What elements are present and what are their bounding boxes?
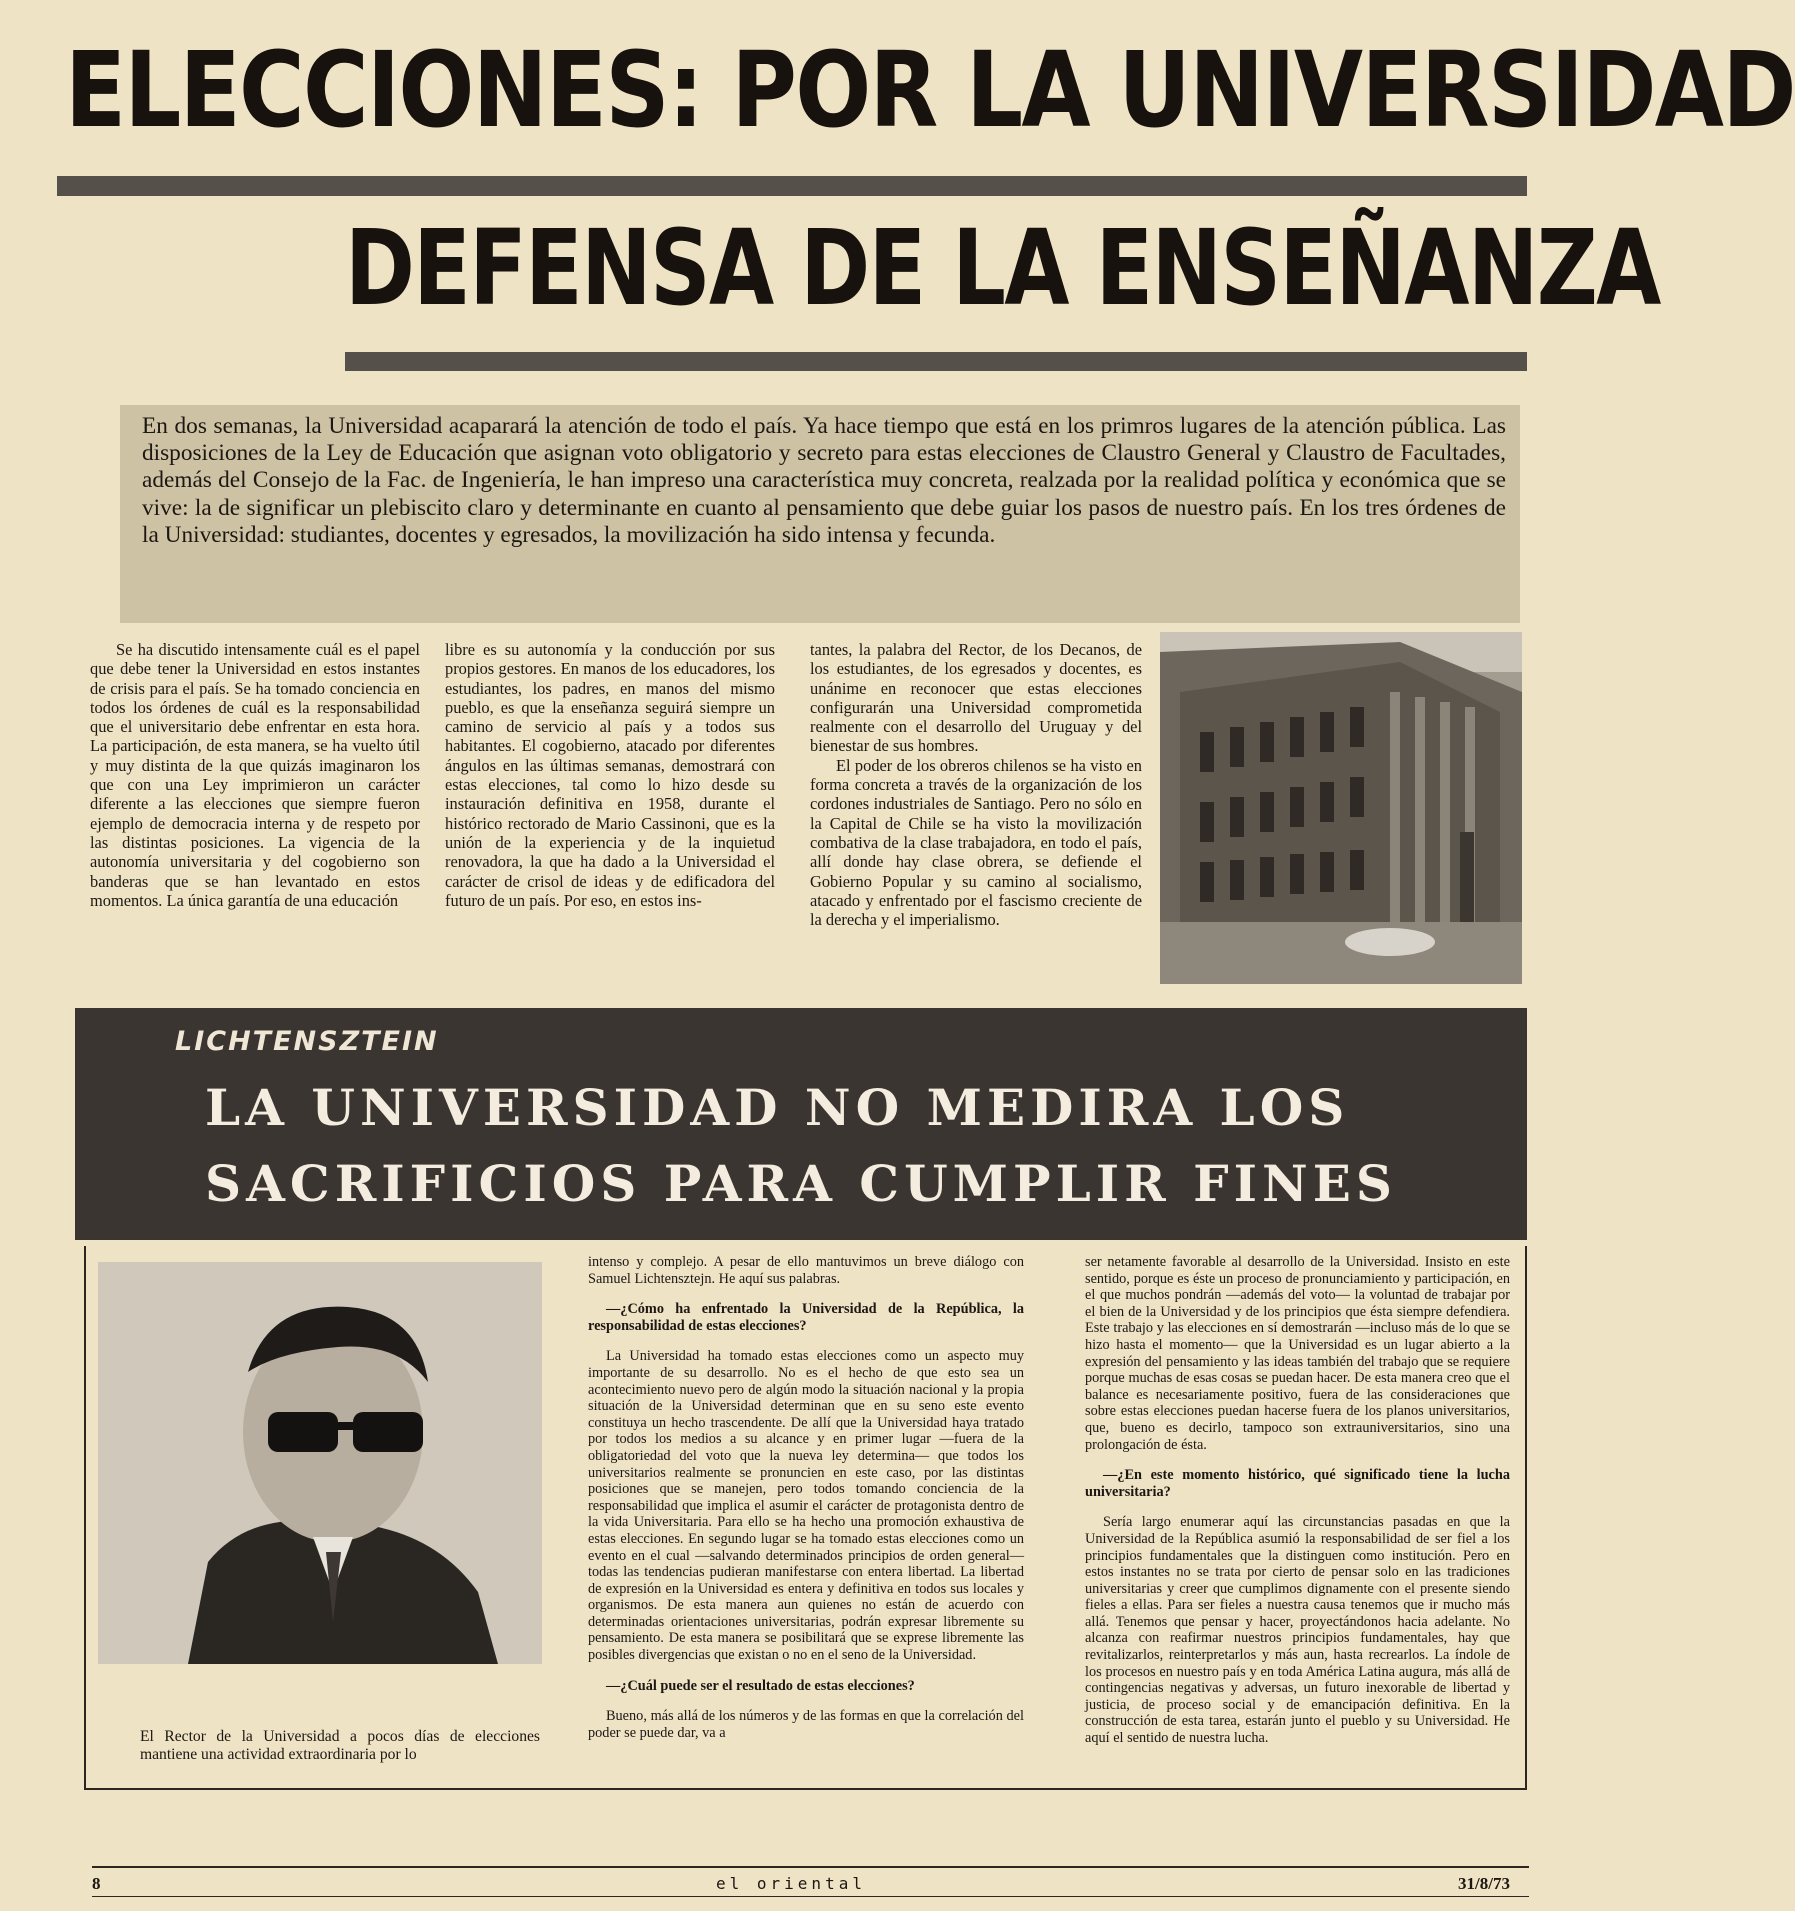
interview-headline-line-2: SACRIFICIOS PARA CUMPLIR FINES xyxy=(205,1154,1397,1213)
headline-rule-top xyxy=(57,176,1527,196)
issue-date: 31/8/73 xyxy=(1458,1874,1510,1893)
interview-intro: intenso y complejo. A pesar de ello mantuvimos un breve diálogo con Samuel Lichtensztejn. He aquí sus palabras. xyxy=(588,1254,1024,1287)
interview-column-2 xyxy=(1085,1254,1510,1747)
lead-box xyxy=(120,405,1520,623)
article-column-2 xyxy=(445,640,775,910)
lead-paragraph: En dos semanas, la Universidad acaparará la atención de todo el país. Ya hace tiempo que está en los primros lugares de la atención pública. Las disposiciones de la Ley de Educación que asignan voto obligatorio y secreto para estas elecciones de Claustro General y Claustro de Facultades, además del Consejo de la Fac. de Ingeniería, le han impreso una característica muy concreta, realzada por la realidad política y económica que se vive: la de significar un plebiscito claro y determinante en cuanto al pensamiento que debe guiar los pasos de nuestro país. En los tres órdenes de la Universidad: studiantes, docentes y egresados, la movilización ha sido intensa y fecunda. xyxy=(142,413,1506,548)
interview-banner xyxy=(75,1008,1527,1240)
publication-name: el oriental xyxy=(716,1874,866,1893)
headline-rule-bottom xyxy=(345,352,1527,371)
page-number: 8 xyxy=(92,1874,101,1893)
interview-question-1: —¿Cómo ha enfrentado la Universidad de la República, la responsabilidad de estas elecciones? xyxy=(588,1301,1024,1334)
article-col2-text: libre es su autonomía y la conducción por sus propios gestores. En manos de los educadores, los estudiantes, los padres, en manos del mismo pueblo, es que la enseñanza seguirá siempre un camino de servicio al país y a todos sus habitantes. El cogobierno, atacado por diferentes ángulos en las últimas semanas, demostrará con estas elecciones, tal como lo hizo desde su instauración definitiva en 1958, durante el histórico rectorado de Mario Cassinoni, que es la unión de la experiencia y de la inquietud renovadora, la que ha dado a la Universidad el carácter de crisol de ideas y de edificadora del futuro de un país. Por eso, en estos ins- xyxy=(445,640,775,910)
interview-question-3: —¿En este momento histórico, qué significado tiene la lucha universitaria? xyxy=(1085,1467,1510,1500)
article-column-1 xyxy=(90,640,420,910)
interview-kicker: LICHTENSZTEIN xyxy=(175,1026,439,1057)
footer-rule xyxy=(92,1866,1529,1868)
article-col3-paragraph-1: tantes, la palabra del Rector, de los Decanos, de los estudiantes, de los egresados y docentes, es unánime en reconocer que estas elecciones configurarán una Universidad comprometida realmente con el desarrollo del Uruguay y del bienestar de sus hombres. xyxy=(810,640,1142,756)
footer-rule-bottom xyxy=(92,1896,1529,1897)
article-col3-paragraph-2: El poder de los obreros chilenos se ha visto en forma concreta a través de la organización de los cordones industriales de Santiago. Pero no sólo en la Capital de Chile se ha visto la movilización combativa de la clase trabajadora, en todo el país, allí donde hay clase obrera, se defiende el Gobierno Popular y su camino al socialismo, atacado y enfrentado por el fascismo creciente de la derecha y el imperialismo. xyxy=(810,755,1142,930)
photo-caption: El Rector de la Universidad a pocos días de elecciones mantiene una actividad extraordinaria por lo xyxy=(140,1728,540,1763)
interview-answer-3: Sería largo enumerar aquí las circunstancias pasadas en que la Universidad de la República asumió la responsabilidad de ser fiel a los principios fundamentales que la distinguen como institución. Pero en estos instantes no se trata por cierto de pensar solo en las tradiciones universitarias y creer que cumplimos dignamente con el presente siendo fieles a ellas. Para ser fieles a nuestra causa tenemos que ir mucho más allá. Tenemos que pensar y hacer, proyectándonos hacia adelante. No alcanza con reafirmar nuestros principios fundamentales, hay que revitalizarlos, reinterpretarlos y más aun, hasta recrearlos. La índole de los procesos en nuestro país y en toda América Latina augura, más allá de contingencias negativas y adversas, un futuro inexorable de libertad y justicia, de proceso social y de emancipación definitiva. En la construcción de esta tarea, estarán junto el pueblo y su Universidad. He aquí el sentido de nuestra lucha. xyxy=(1085,1514,1510,1747)
article-col1-text: Se ha discutido intensamente cuál es el papel que debe tener la Universidad en estos instantes de crisis para el país. Se ha tomado conciencia en todos los órdenes de cuál es la responsabilidad que el universitario debe enfrentar en esta hora. La participación, de esta manera, se ha vuelto útil y muy distinta de la que quizás imaginaron los que con una Ley imprimieron un carácter diferente a las elecciones que siempre fueron ejemplo de democracia interna y de respeto por las distintas posiciones. La vigencia de la autonomía universitaria y del cogobierno son banderas que se han levantado en estos momentos. La única garantía de una educación xyxy=(90,640,420,910)
interview-headline-line-1: LA UNIVERSIDAD NO MEDIRA LOS xyxy=(205,1078,1350,1137)
interview-answer-2-end: ser netamente favorable al desarrollo de la Universidad. Insisto en este sentido, porque es éste un proceso de pronunciamiento y participación, en el que muchos pondrán —además del voto— la voluntad de trabajar por el bien de la Universidad y de los principios que ésta siempre defendiera. Este trabajo y las elecciones en sí demostrarán —incluso más de lo que se hizo hasta el momento— que la Universidad es un lugar abierto a la expresión del pensamiento y las ideas también del trabajo que se requiere porque muchas de esas cosas se puedan hacer. De esta manera creo que el balance es necesariamente positivo, fuera de las consideraciones que sobre estas elecciones puedan hacerse fuera de los planos universitarios, que, bueno es decirlo, tampoco son extrauniversitarios, sino una prolongación de ésta. xyxy=(1085,1254,1510,1453)
university-building-photo xyxy=(1160,632,1522,984)
interview-answer-1: La Universidad ha tomado estas elecciones como un aspecto muy importante de su desarrollo. No es el hecho de que esto sea un acontecimiento nuevo pero de algún modo la situación nacional y la propia situación de la Universidad determinan que en su seno este evento constituya un hecho trascendente. De allí que la Universidad haya tratado por todos los medios a su alcance y en primer lugar —fuera de la obligatoriedad del voto que la nueva ley determina— que todos los universitarios realmente se pronuncien en este caso, por las distintas posiciones que se manejen, pero todos tomando conciencia de la responsabilidad que implica el asumir el carácter de protagonista dentro de la vida Universitaria. Para ello se ha hecho una promoción exhaustiva de estas elecciones. En segundo lugar se ha tomado estas elecciones como un evento en el cual —salvando determinados principios de orden general— todas las tendencias pudieran manifestarse con entera libertad. La libertad de expresión en la Universidad es entera y definitiva en todos sus locales y organismos. De esta manera aun quienes no están de acuerdo con determinadas orientaciones universitarias, podrán expresar libremente su pensamiento. De esta manera se posibilitará que se exprese libremente las posibles divergencias que existan o no en el seno de la Universidad. xyxy=(588,1348,1024,1664)
interview-question-2: —¿Cuál puede ser el resultado de estas elecciones? xyxy=(606,1677,915,1694)
article-column-3 xyxy=(810,640,1142,929)
interview-column-1 xyxy=(588,1254,1024,1741)
headline-line-2: DEFENSA DE LA ENSEÑANZA xyxy=(345,207,1660,329)
rector-portrait-photo xyxy=(98,1262,542,1664)
interview-answer-2-start: Bueno, más allá de los números y de las formas en que la correlación del poder se puede dar, va a xyxy=(588,1708,1024,1741)
headline-line-1: ELECCIONES: POR LA UNIVERSIDAD xyxy=(65,29,1795,151)
